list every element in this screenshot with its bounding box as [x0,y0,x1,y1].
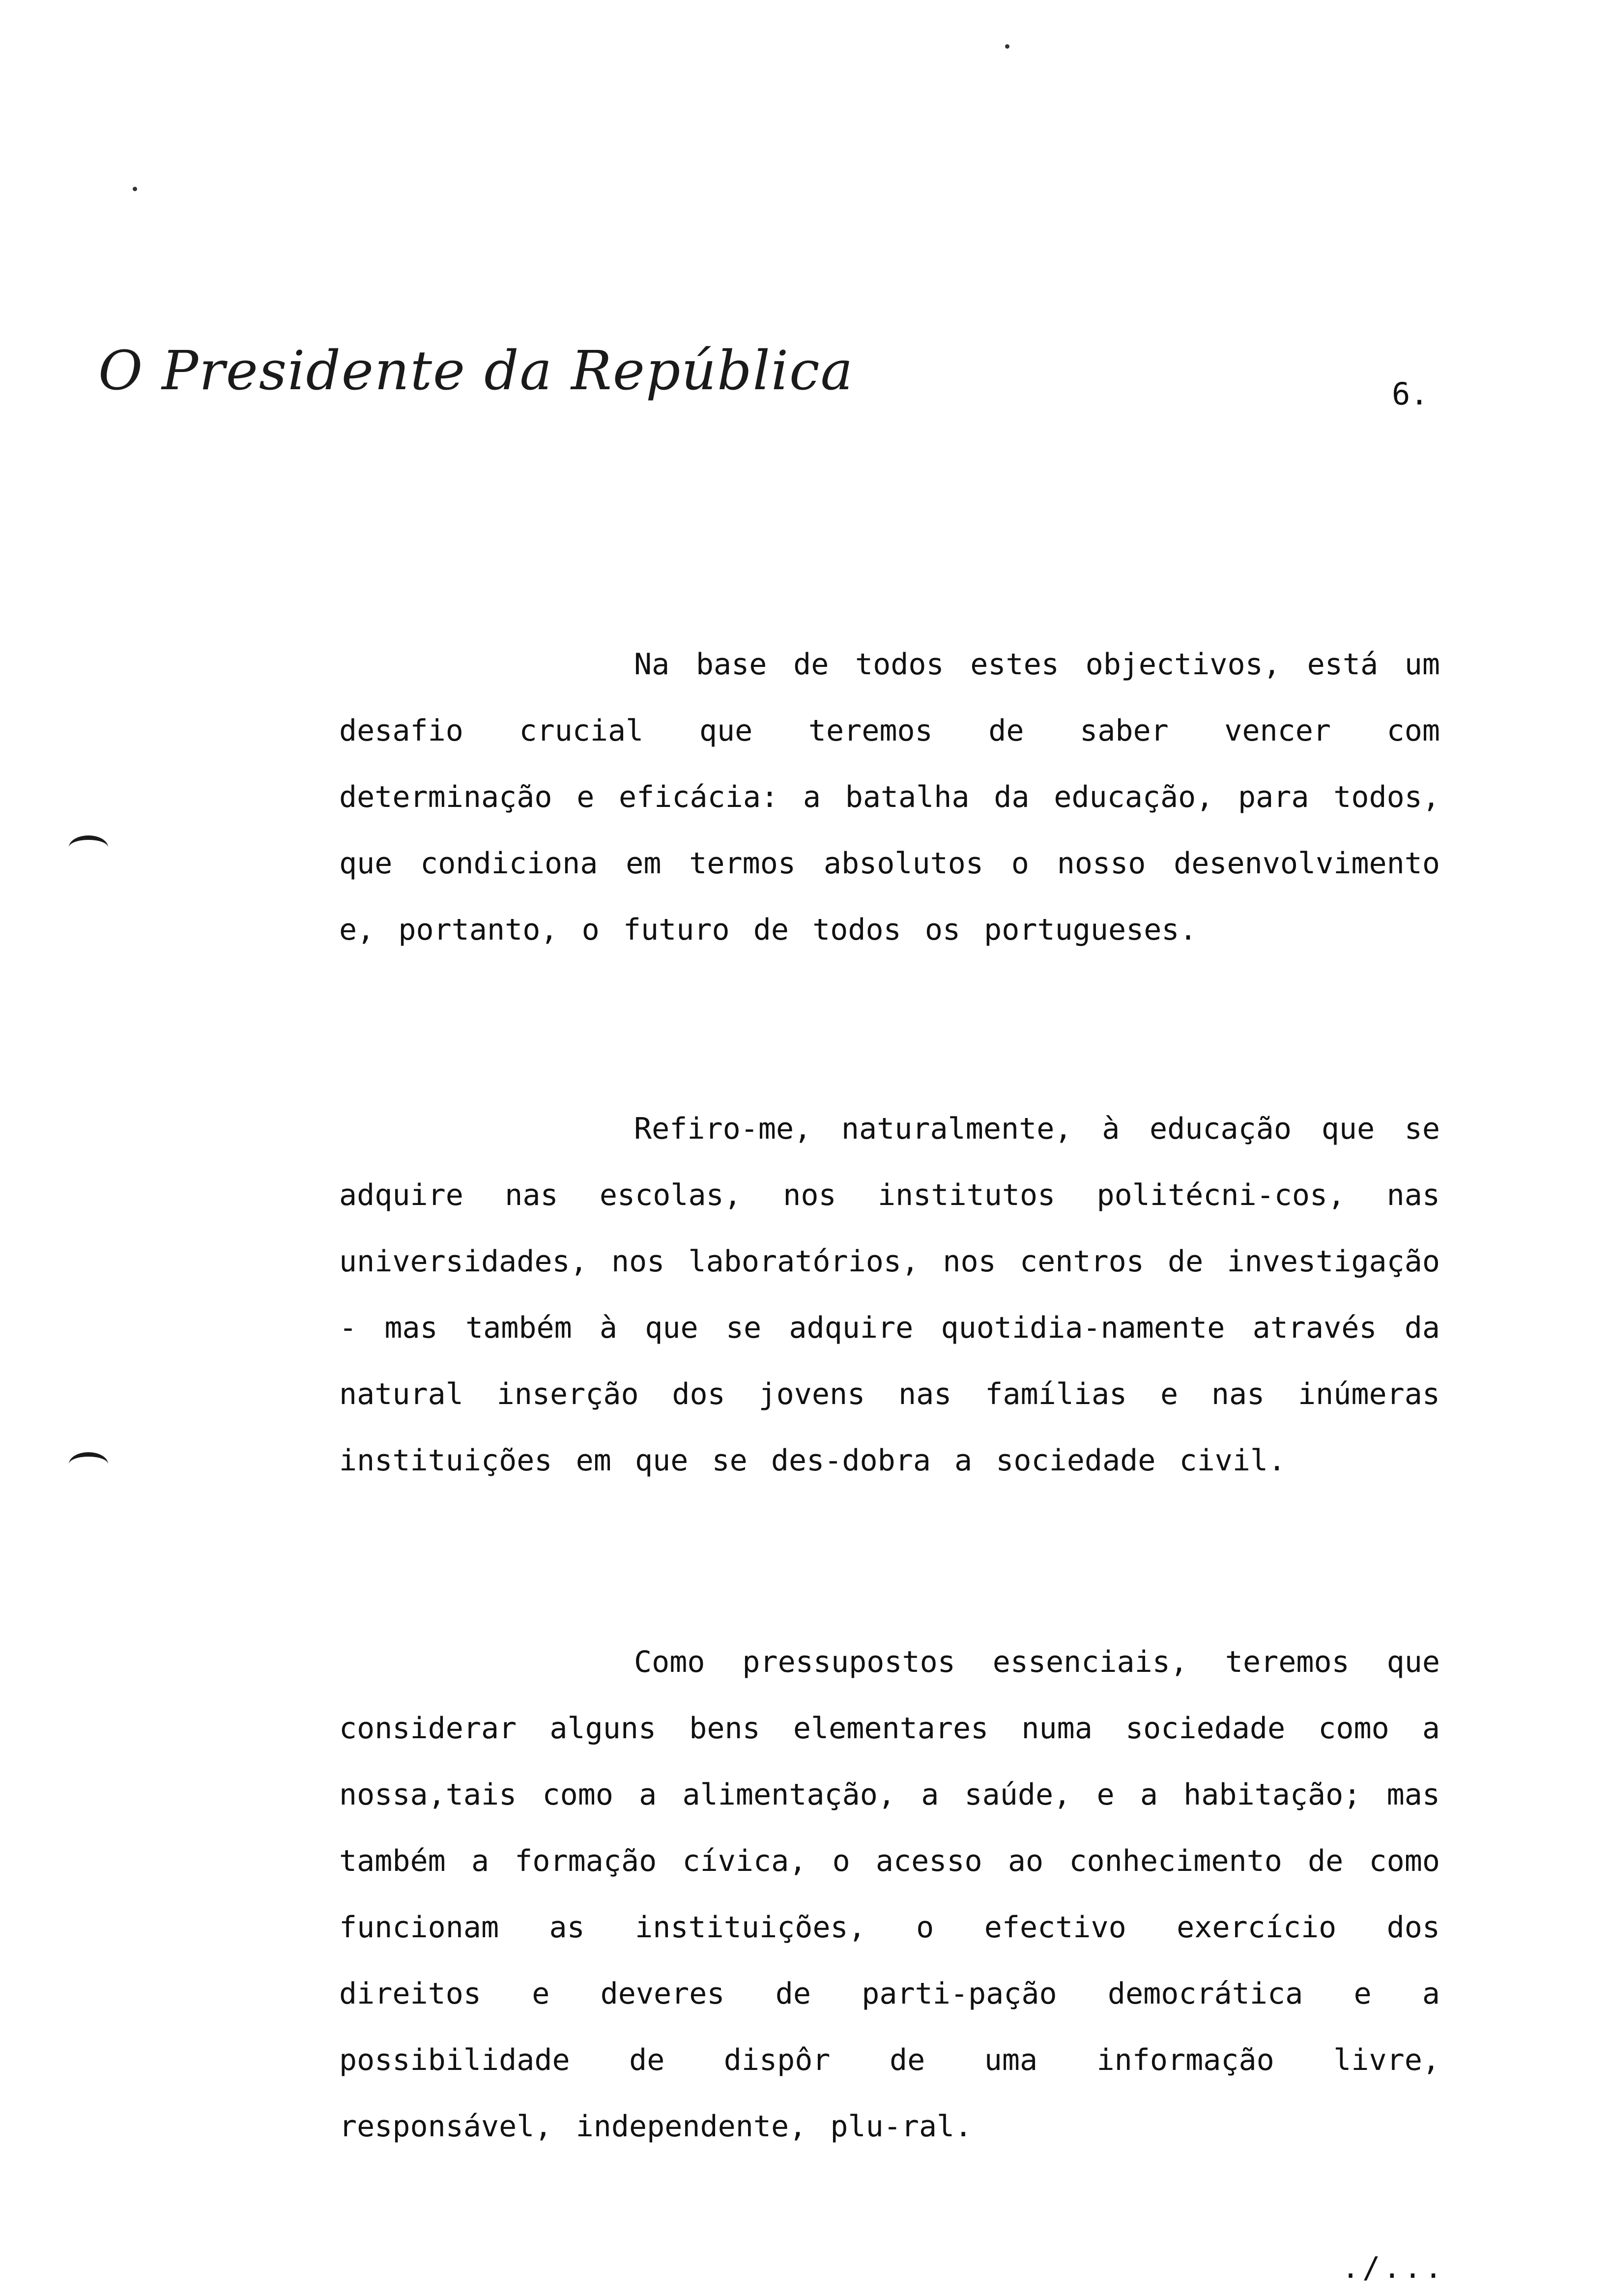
continuation-mark: ./... [1342,2251,1445,2285]
page-number: 6. [1392,376,1429,412]
letterhead-title: O Presidente da República [98,339,854,402]
punch-hole-mark [69,835,108,860]
paragraph-2: Refiro-me, naturalmente, à educação que se adquire nas escolas, nos institutos politécni-cos, nas universidades, nos laboratórios, nos centros de investigação - mas também à que se adquire quotidia-namente através da natural inserção dos jovens nas famílias e nas inúmeras instituições em que se des-dobra a sociedade civil. [339,1112,1440,1478]
scan-speck [133,187,137,191]
paragraph-1: Na base de todos estes objectivos, está um desafio crucial que teremos de saber vencer com determinação e eficácia: a batalha da educação, para todos, que condiciona em termos absolutos o nosso desenvolvimento e, portanto, o futuro de todos os portugueses. [339,647,1440,947]
paragraph-3: Como pressupostos essenciais, teremos que considerar alguns bens elementares numa sociedade como a nossa,tais como a alimentação, a saúde, e a habitação; mas também a formação cívica, o acesso ao conhecimento de como funcionam as instituições, o efectivo exercício dos direitos e deveres de parti-pação democrática e a possibilidade de dispôr de uma informação livre, responsável, independente, plu-ral. [339,1645,1440,2144]
punch-hole-mark [69,1452,108,1476]
scan-speck [1005,44,1009,49]
